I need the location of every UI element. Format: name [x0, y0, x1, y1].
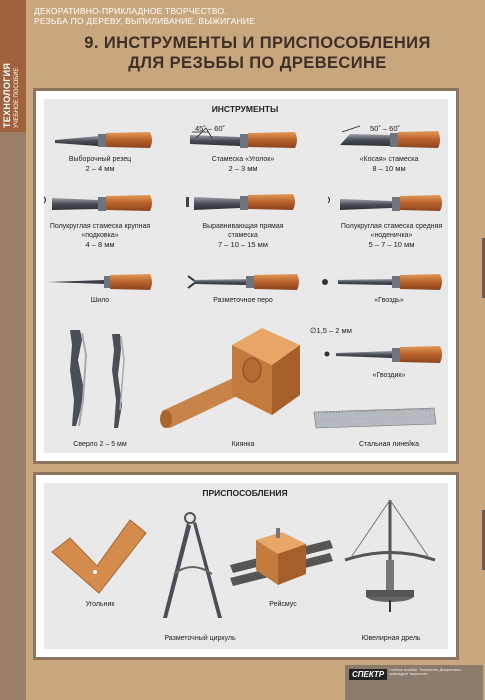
caption-v-chisel-name: Стамеска «Уголок»	[211, 156, 275, 163]
caption-cutter-size: 2 – 4 мм	[85, 164, 115, 173]
fixture-divider	[163, 513, 222, 618]
page-title-line2: ДЛЯ РЕЗЬБЫ ПО ДРЕВЕСИНЕ	[128, 54, 387, 72]
fixture-jewelry-drill	[345, 500, 435, 612]
footer-fine-print: Учебное пособие. Технология. Декоративно-прикладное творчество.	[389, 668, 462, 676]
caption-v-chisel-size: 2 – 3 мм	[228, 164, 258, 173]
caption-marking-gauge: Рейсмус	[269, 601, 297, 608]
fixture-square	[52, 520, 146, 593]
caption-steel-ruler: Стальная линейка	[358, 441, 420, 448]
instruments-heading: ИНСТРУМЕНТЫ	[211, 104, 279, 114]
caption-gouge-medium-size: 5 – 7 – 10 мм	[368, 240, 415, 249]
caption-square: Угольник	[85, 601, 115, 608]
sidebar-subject: ТЕХНОЛОГИЯ	[2, 62, 12, 128]
caption-jewelry-drill: Ювелирная дрель	[361, 635, 421, 642]
caption-skew-chisel-name: «Косая» стамеска	[359, 156, 419, 163]
angle-label-v-chisel: 45˚ – 60˚	[194, 124, 226, 133]
header-line1: ДЕКОРАТИВНО-ПРИКЛАДНОЕ ТВОРЧЕСТВО.	[34, 6, 227, 16]
publisher-logo: СПЕКТР	[349, 669, 387, 680]
caption-awl: Шило	[90, 297, 110, 304]
caption-gouge-medium-name: Полукруглая стамеска средняя «ноденичка»	[340, 223, 443, 239]
caption-skew-chisel-size: 8 – 10 мм	[372, 164, 406, 173]
caption-marking-pen: Разметочное перо	[213, 297, 273, 304]
fixtures-heading: ПРИСПОСОБЛЕНИЯ	[202, 488, 288, 498]
caption-gouge-large-name: Полукруглая стамеска крупная «подковка»	[49, 223, 151, 239]
caption-gouge-large-size: 4 – 8 мм	[85, 240, 115, 249]
caption-nail: «Гвоздь»	[374, 297, 404, 304]
angle-label-skew-chisel: 50˚ – 60˚	[369, 124, 401, 133]
page-title-line1: 9. ИНСТРУМЕНТЫ И ПРИСПОСОБЛЕНИЯ	[84, 34, 431, 52]
caption-divider: Разметочный циркуль	[164, 635, 236, 642]
diameter-label: ∅1,5 – 2 мм	[310, 326, 352, 335]
fixture-marking-gauge	[230, 528, 333, 586]
header-line2: РЕЗЬБА ПО ДЕРЕВУ, ВЫПИЛИВАНИЕ, ВЫЖИГАНИЕ	[34, 16, 256, 26]
caption-small-nail: «Гвоздик»	[372, 372, 406, 379]
sidebar-subtitle: УЧЕБНОЕ ПОСОБИЕ	[14, 67, 20, 128]
caption-cutter-name: Выборочный резец	[68, 156, 132, 163]
caption-drill-bits: Сверло 2 – 5 мм	[73, 441, 127, 448]
caption-straight-chisel-size: 7 – 10 – 15 мм	[218, 240, 268, 249]
caption-straight-chisel-name: Выравнивающая прямая стамеска	[202, 223, 284, 239]
caption-mallet: Киянка	[231, 441, 255, 448]
footer	[345, 665, 483, 700]
